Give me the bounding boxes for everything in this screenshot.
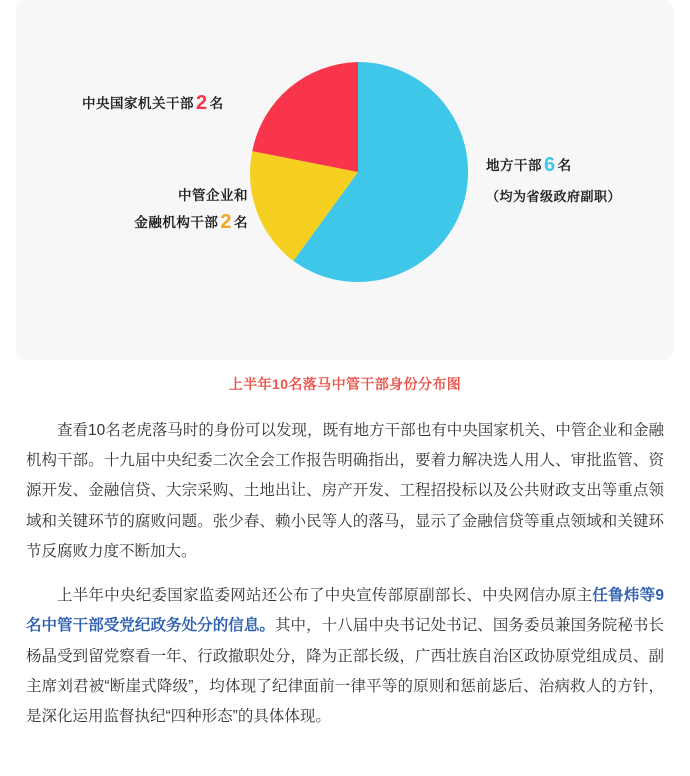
pie-label-local-value: 6 [544,154,556,176]
pie-label-central-unit: 名 [209,96,224,111]
pie-label-soe-value: 2 [220,210,232,233]
pie-label-central [82,88,224,119]
pie-label-local-text: 地方干部 [486,158,542,173]
article-paragraph-1: 查看10名老虎落马时的身份可以发现，既有地方干部也有中央国家机关、中管企业和金融机构干部。十九届中央纪委二次全会工作报告明确指出，要着力解决选人用人、审批监管、资源开发、金融信贷、大宗采购、土地出让、房产开发、工程招投标以及公共财政支出等重点领域和关键环节的腐败问题。张少春、赖小民等人的落马，显示了金融信贷等重点领域和关键环节反腐败力度不断加大。 [26,422,664,560]
pie-label-soe [80,186,248,238]
article-paragraph-2-highlight: 任鲁炜等9名中管干部受党纪政务处分的信息。 [26,587,664,635]
pie-label-local-note: （均为省级政府副职） [486,189,622,204]
pie-svg [248,62,468,282]
chart-caption: 上半年10名落马中管干部身份分布图 [228,376,462,392]
article-paragraph-2 [26,581,664,732]
pie-label-local-unit: 名 [557,158,572,173]
pie-label-central-text: 中央国家机关干部 [82,96,194,111]
article-paragraph-2-post: 其中，十八届中央书记处书记、国务委员兼国务院秘书长杨晶受到留党察看一年、行政撤职处分，降为正部长级，广西壮族自治区政协原党组成员、副主席刘君被“断崖式降级”，均体现了纪律面前一律平等的原则和惩前毖后、治病救人的方针，是深化运用监督执纪“四种形态”的具体体现。 [26,617,664,725]
pie-chart-graphic [248,62,468,282]
article-paragraph-2-pre: 上半年中央纪委国家监委网站还公布了中央宣传部原副部长、中央网信办原主 [57,587,593,605]
pie-chart-card [16,0,674,360]
pie-label-local [486,150,621,207]
article-body [26,416,664,732]
pie-label-soe-line2: 金融机构干部 [134,214,219,230]
pie-label-soe-unit: 名 [234,214,248,230]
pie-label-central-value: 2 [196,92,208,114]
pie-label-soe-line2-wrap [80,207,248,238]
pie-label-soe-line1: 中管企业和 [178,188,248,203]
pie-chart-area [16,0,674,360]
